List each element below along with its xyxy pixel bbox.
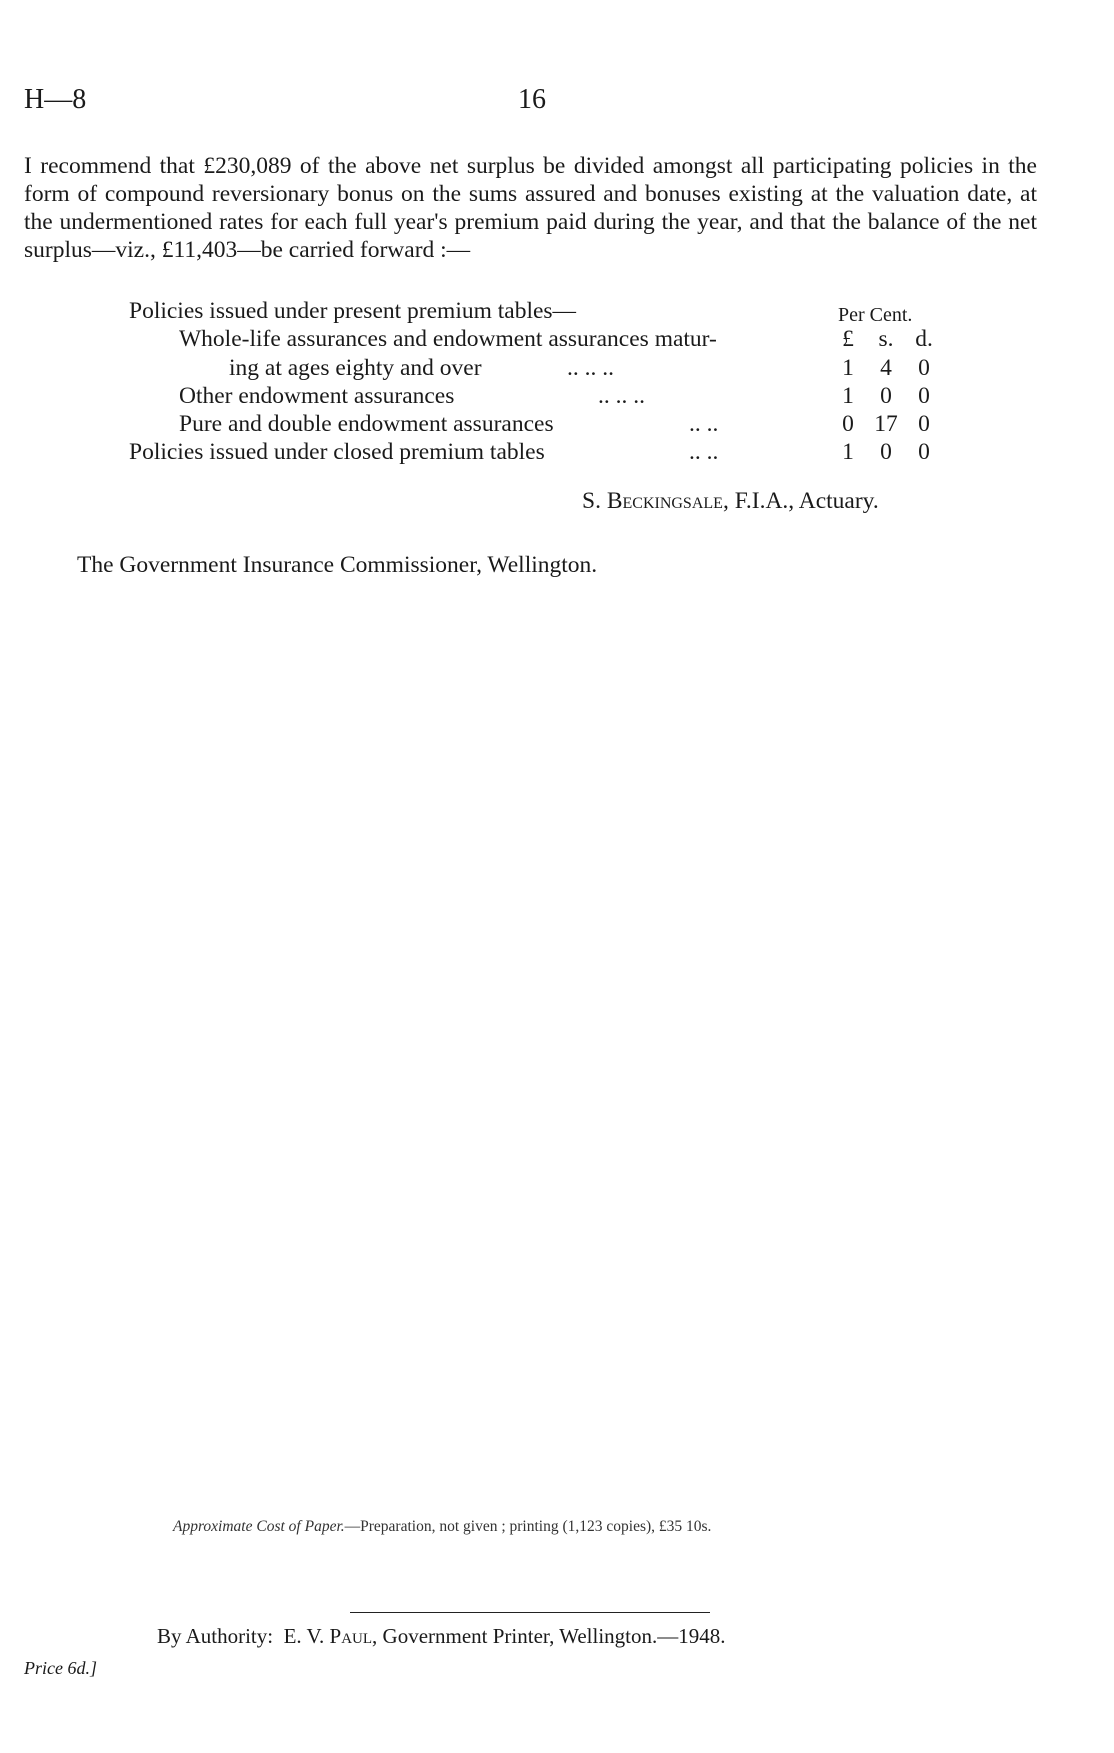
cost-note (173, 1518, 711, 1536)
document-code: H—8 (24, 84, 87, 115)
unit-shillings: s. (878, 326, 894, 352)
rate-shillings: 0 (880, 383, 892, 409)
per-cent-header: Per Cent. (838, 304, 913, 326)
rate-row-4-label: Policies issued under closed premium tables (129, 439, 545, 465)
signatory-title: , F.I.A., Actuary. (722, 488, 879, 514)
rate-row-2-label: Other endowment assurances (179, 383, 455, 409)
rates-heading: Policies issued under present premium tables— (129, 298, 577, 324)
rate-row-1-label-line1: Whole-life assurances and endowment assurances matur- (179, 326, 717, 352)
rate-pence: 0 (918, 355, 930, 381)
cost-note-text: —Preparation, not given ; printing (1,123 copies), £35 10s. (344, 1518, 712, 1535)
price: Price 6d.] (24, 1658, 97, 1678)
rate-shillings: 4 (880, 355, 892, 381)
cost-note-label: Approximate Cost of Paper. (173, 1518, 345, 1535)
imprint-suffix: , Government Printer, Wellington.—1948. (372, 1624, 726, 1648)
imprint-prefix: By Authority: (157, 1624, 274, 1648)
unit-pounds: £ (842, 326, 854, 352)
addressee: The Government Insurance Commissioner, Wellington. (77, 552, 598, 578)
recommendation-paragraph: I recommend that £230,089 of the above net surplus be divided amongst all participating policies in the form of compound reversionary bonus on the sums assured and bonuses existing at the valuation date, at the undermentioned rates for each full year's premium paid during the year, and that the balance of the net surplus—viz., £11,403—be carried forward :— (24, 153, 1037, 263)
leader-dots: .. .. .. (598, 383, 645, 409)
rate-pounds: 0 (842, 411, 854, 437)
page-number: 16 (518, 84, 546, 115)
printer-name: E. V. Paul (283, 1624, 373, 1648)
signatory-name: S. Beckingsale (582, 488, 723, 514)
rate-row-1-label-line2: ing at ages eighty and over (229, 355, 482, 381)
rate-pence: 0 (918, 439, 930, 465)
rate-pence: 0 (918, 383, 930, 409)
rate-row-3-label: Pure and double endowment assurances (179, 411, 554, 437)
leader-dots: .. .. (689, 411, 719, 437)
leader-dots: .. .. .. (567, 355, 614, 381)
rate-pounds: 1 (842, 383, 854, 409)
rate-pounds: 1 (842, 355, 854, 381)
rate-shillings: 17 (874, 411, 898, 437)
signature (582, 488, 879, 515)
leader-dots: .. .. (689, 439, 719, 465)
unit-pence: d. (915, 326, 933, 352)
printer-imprint (157, 1624, 725, 1649)
rate-pounds: 1 (842, 439, 854, 465)
rate-shillings: 0 (880, 439, 892, 465)
rate-pence: 0 (918, 411, 930, 437)
divider-rule (350, 1612, 710, 1613)
